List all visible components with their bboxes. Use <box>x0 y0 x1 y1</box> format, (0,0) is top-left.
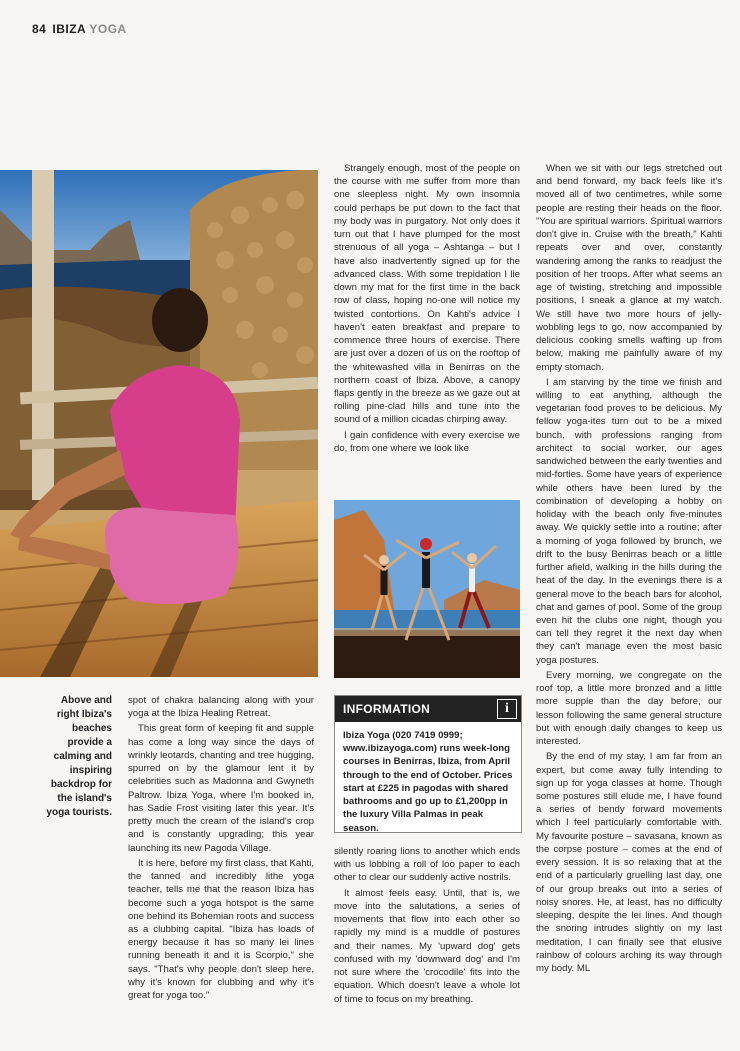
paragraph: silently roaring lions to another which ends with us lobbing a roll of loo paper to each other to clear our suddenly active nostrils. <box>334 846 520 884</box>
beach-yoga-photo <box>0 170 318 677</box>
paragraph: Every morning, we congregate on the roof top, a little more bronzed and a little more supple than the day before, our lesson following the same general structure but with enough daily changes to keep us interested. <box>536 669 722 748</box>
article-column-2-bottom <box>334 845 520 1008</box>
three-yogis-photo <box>334 500 520 678</box>
article-column-2-top <box>334 162 520 457</box>
page-number: 84 <box>32 22 47 36</box>
paragraph: When we sit with our legs stretched out and bend forward, my back feels like it's moved all of two centimetres, while some people are resting their heads on the floor. "You are spiritual warriors. Spiritual warriors don't give in. Cruise with the breath," Kahti repeats over and over, constantly wandering among the ranks to readjust the position of her troops. After what seems an age of twisting, stretching and impossible positions, I sneak a glance at my watch. We still have two more hours of jelly-wobbling legs to go, now accompanied by delicious cooking smells wafting up from below, making me painfully aware of my empty stomach. <box>536 163 722 373</box>
paragraph: It almost feels easy. Until, that is, we move into the salutations, a series of movements that flow into each other so rapidly my mind is a muddle of postures and their names. My 'upward dog' gets confused with my 'downward dog' and I'm not sure where the 'crocodile' fits into the equation. Which doesn't leave a whole lot of time to focus on my breathing. <box>334 887 520 1005</box>
article-column-3 <box>536 162 722 977</box>
paragraph: Strangely enough, most of the people on the course with me suffer from more than one sleepless night. My own insomnia could perhaps be put down to the fact that my body was in purgatory. Not only does it turn out that I have plumped for the most strenuous of all yoga – Ashtanga – but I have also inadvertently signed up for the advanced class. With some trepidation I lie down my mat for the first time in the back row of class, hoping no-one will notice my twisted contortions. On Kahti's advice I haven't eaten breakfast and prepare to commence three hours of exercise. There are just over a dozen of us on the rooftop of the whitewashed villa in Benirras on the northern coast of Ibiza. Above, a canopy flaps gently in the breeze as we gaze out at rolling pine-clad hills and tune into the sound of a million cicadas chirping away. <box>334 163 520 426</box>
section-name: YOGA <box>89 22 127 36</box>
paragraph: I am starving by the time we finish and willing to eat anything, although the vegetarian food proves to be delicious. My fellow yoga-ites turn out to be a mixed bunch, with professions ranging from architect to social worker, our ages sandwiched between the early twenties and mid-forties. Some have years of experience while others have been lured by the combination of developing a hobby on holiday with the beach only five-minutes away. We quickly settle into a routine; after a morning of yoga followed by brunch, we drift to the busy Benirras beach or a little further afield, walking in the hills during the heat of the day. In the evenings there is a general move to the beach bars for alcohol, chat and games of pool. Some of the group even hit the clubs one night, though you can tell they regret it the next day when they can't manage even the most basic yoga postures. <box>536 376 722 666</box>
paragraph: spot of chakra balancing along with your yoga at the Ibiza Healing Retreat. <box>128 695 314 720</box>
beach-yoga-illustration <box>0 170 318 677</box>
photo-caption: Above and right Ibiza's beaches provide a calming and inspiring backdrop for the island's yoga tourists. <box>46 695 112 818</box>
page-header <box>32 22 127 36</box>
info-icon: i <box>497 699 517 719</box>
paragraph: I gain confidence with every exercise we do, from one where we look like <box>334 429 520 454</box>
information-text: Ibiza Yoga (020 7419 0999; www.ibizayoga.com) runs week-long courses in Benirras, Ibiza, from April through to the end of October. Prices start at £225 in pagodas with shared bathrooms and go up to £1,200pp in the luxury Villa Palmas in peak season. <box>343 730 513 834</box>
three-yogis-illustration <box>334 500 520 678</box>
information-header <box>335 696 521 722</box>
information-box <box>334 695 522 833</box>
magazine-name: IBIZA <box>52 22 86 36</box>
paragraph: It is here, before my first class, that Kahti, the tanned and incredibly lithe yoga teacher, tells me that the reason Ibiza has become such a yoga hotspot is the same one behind its Bohemian roots and success as a clubbing capital. "Ibiza has loads of energy because it has so many lei lines running beneath it and it is Scorpio," she says. "That's why people don't sleep here, why it's known for clubbing and why it's great for yoga too." <box>128 857 314 1002</box>
paragraph: This great form of keeping fit and supple has come a long way since the days of wrinkly leotards, chanting and tree hugging, spurred on by the glamour lent it by celebrities such as Madonna and Gwyneth Paltrow. Ibiza Yoga, where I'm booked in, has Sadie Frost visiting later this year. It's pretty much the cream of the island's crop and is constantly upgrading; this year launching its new Pagoda Village. <box>128 723 314 854</box>
article-column-1 <box>128 694 314 1004</box>
information-title: INFORMATION <box>343 702 431 716</box>
paragraph: By the end of my stay, I am far from an expert, but come away fully intending to sign up for yoga classes at home. Though some postures still elude me, I have found a series of bendy forward movements which I feel particularly comfortable with. My favourite posture – savasana, known as the corpse posture – comes at the end of every session. It is so relaxing that at the end of a particularly gruelling last day, one of our group breaks out into a series of noisy snores. He, at least, has no difficulty sleeping, despite the lei lines. And though the snoring intrudes slightly on my last meditation, I can finally see that elusive rainbow of colours arching its way through my body. ML <box>536 751 722 975</box>
